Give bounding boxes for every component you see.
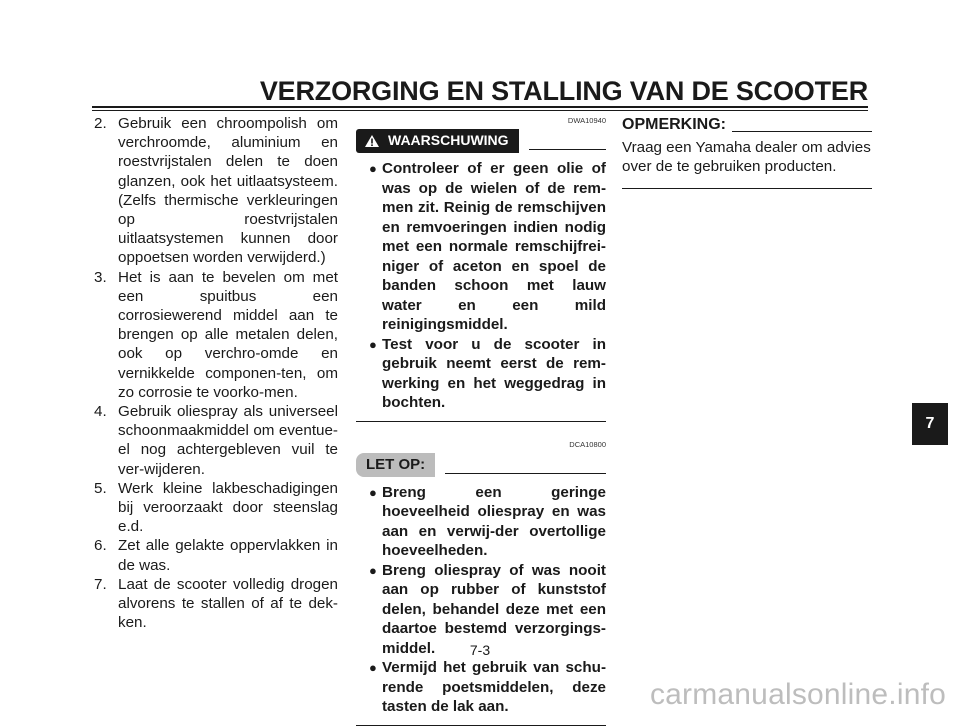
caution-item	[356, 483, 606, 561]
note-heading	[622, 114, 872, 136]
note-end-rule	[622, 188, 872, 189]
step-item	[94, 402, 338, 479]
step-item	[94, 114, 338, 268]
warning-item	[356, 335, 606, 413]
step-number: 4.	[94, 403, 107, 421]
step-text: Gebruik een chroompolish om verchroomde, aluminium en roestvrijstalen delen te doen glanzen, ook het uitlaatsysteem. (Zelfs thermische verkleuringen op roestvrijstalen uitlaatsystemen kunnen door oppoetsen worden verwijderd.)	[118, 115, 338, 267]
warning-badge	[356, 129, 519, 153]
warning-item-text: Test voor u de scooter in gebruik neemt eerst de rem-werking en het weggedrag in bochten.	[382, 335, 606, 411]
caution-item-text: Breng oliespray of was nooit aan op rubber of kunststof delen, behandel deze met een daartoe bestemd verzorgings-middel.	[382, 561, 606, 657]
note-text: Vraag een Yamaha dealer om advies over de te gebruiken producten.	[622, 139, 871, 176]
warnings-column	[356, 114, 606, 726]
step-text: Werk kleine lakbeschadigingen bij veroorzaakt door steenslag e.d.	[118, 479, 338, 536]
step-text: Gebruik oliespray als universeel schoonmaakmiddel om eventue-el nog achtergebleven vuil te ver-wijderen.	[118, 403, 338, 478]
caution-badge: LET OP:	[356, 453, 435, 477]
warning-item	[356, 159, 606, 335]
caution-list	[356, 483, 606, 717]
bullet-dot-icon: ●	[369, 660, 377, 675]
warning-heading	[356, 129, 606, 153]
note-label: OPMERKING:	[622, 116, 726, 134]
bullet-dot-icon: ●	[369, 562, 377, 578]
bullet-dot-icon: ●	[369, 161, 377, 176]
step-number: 6.	[94, 537, 107, 555]
bullet-dot-icon: ●	[369, 484, 377, 500]
steps-column	[94, 114, 338, 632]
warning-code: DWA10940	[567, 116, 606, 125]
caution-item-text: Breng een geringe hoeveelheid oliespray en was aan en verwij-der overtollige hoeveelheden.	[382, 483, 606, 559]
step-number: 5.	[94, 479, 107, 497]
caution-heading-rule	[445, 473, 606, 474]
page-header-title: VERZORGING EN STALLING VAN DE SCOOTER	[259, 76, 868, 106]
caution-heading	[356, 453, 606, 477]
step-number: 3.	[94, 268, 107, 286]
caution-code: DCA10800	[569, 439, 606, 449]
step-text: Zet alle gelakte oppervlakken in de was.	[118, 537, 338, 574]
header-rule-thin	[92, 110, 868, 111]
watermark: carmanualsonline.info	[649, 678, 946, 711]
note-heading-rule	[732, 131, 872, 132]
step-text: Het is aan te bevelen om met een spuitbus een corrosiewerend middel aan te brengen op alle metalen delen, ook op verchro-omde en vernikkelde componen-ten, om zo corrosie te voorko-men.	[118, 268, 338, 401]
warning-heading-rule	[529, 149, 606, 150]
step-number: 7.	[94, 575, 107, 593]
step-item	[94, 268, 338, 402]
step-item	[94, 575, 338, 633]
step-item	[94, 479, 338, 537]
caution-item	[356, 658, 606, 717]
step-text: Laat de scooter volledig drogen alvorens te stallen of af te dek-ken.	[118, 575, 338, 632]
steps-list	[94, 114, 338, 632]
step-item	[94, 536, 338, 574]
page-number: 7-3	[469, 642, 491, 658]
warning-item-text: Controleer of er geen olie of was op de wielen of de rem-men zit. Reinig de remschijven en remvoeringen indien nodig met een normale remschijfrei-niger of aceton en spoel de banden schoon met lauw water en een mild reinigingsmiddel.	[382, 160, 606, 333]
caution-item-text: Vermijd het gebruik van schu-rende poetsmiddelen, deze tasten de lak aan.	[382, 659, 606, 715]
warning-label: WAARSCHUWING	[388, 132, 509, 149]
step-number: 2.	[94, 115, 107, 132]
warning-triangle-icon	[364, 134, 380, 148]
warning-end-rule	[356, 421, 606, 422]
chapter-tab: 7	[912, 403, 948, 445]
note-column	[622, 114, 872, 189]
bullet-dot-icon: ●	[369, 336, 377, 352]
warning-list	[356, 159, 606, 413]
header-rule	[92, 106, 868, 108]
caution-end-rule	[356, 725, 606, 726]
